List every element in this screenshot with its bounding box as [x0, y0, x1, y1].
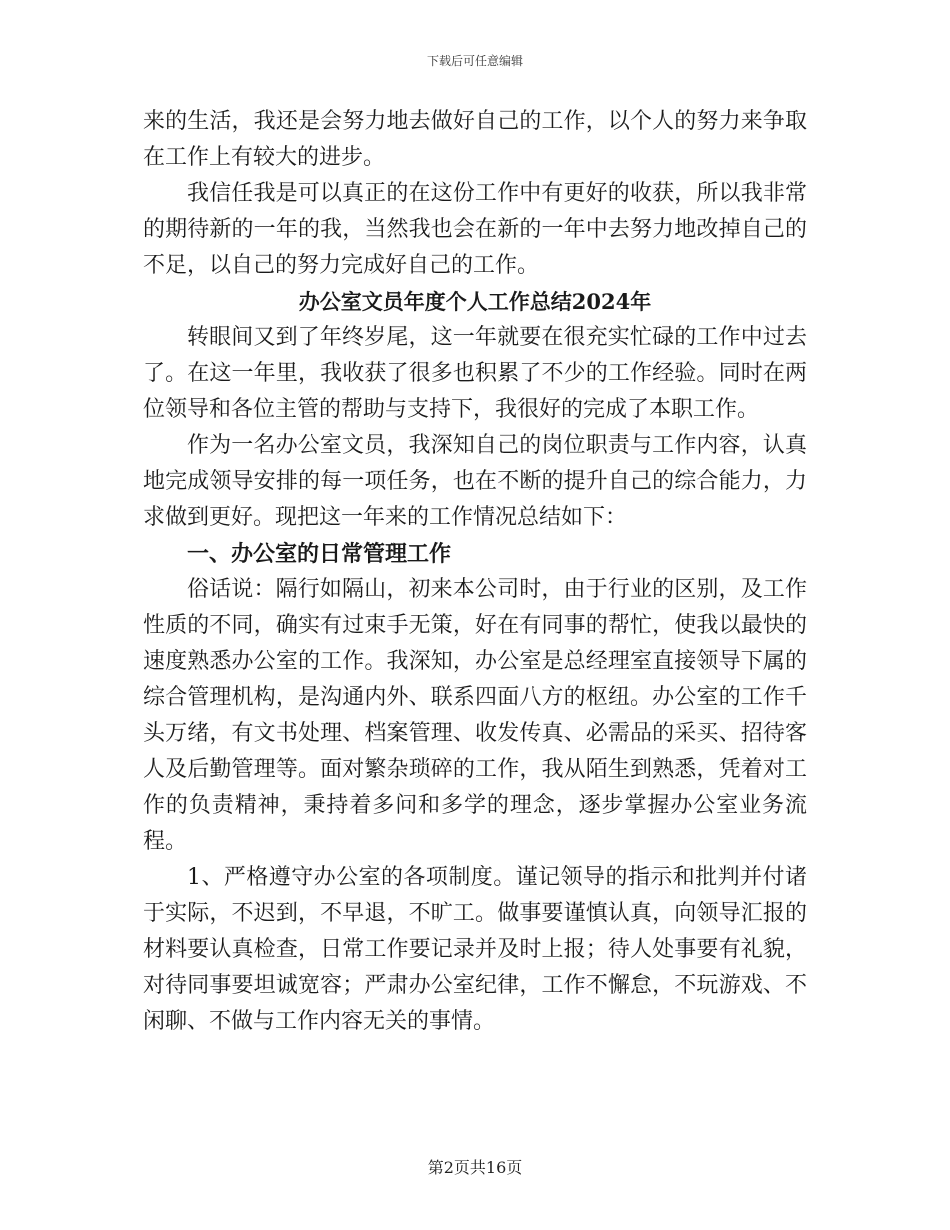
- paragraph: 转眼间又到了年终岁尾，这一年就要在很充实忙碌的工作中过去了。在这一年里，我收获了很多也积累了不少的工作经验。同时在两位领导和各位主管的帮助与支持下，我很好的完成了本职工作。: [143, 325, 807, 422]
- page-header-note: 下载后可任意编辑: [426, 54, 523, 68]
- paragraph: 俗话说：隔行如隔山，初来本公司时，由于行业的区别，及工作性质的不同，确实有过束手无策，好在有同事的帮忙，使我以最快的速度熟悉办公室的工作。我深知，办公室是总经理室直接领导下属的综合管理机构，是沟通内外、联系四面八方的枢纽。办公室的工作千头万绪，有文书处理、档案管理、收发传真、必需品的采买、招待客人及后勤管理等。面对繁杂琐碎的工作，我从陌生到熟悉，凭着对工作的负责精神，秉持着多问和多学的理念，逐步掌握办公室业务流程。: [143, 577, 807, 854]
- paragraph-continuation: 来的生活，我还是会努力地去做好自己的工作，以个人的努力来争取在工作上有较大的进步。: [143, 109, 807, 170]
- document-title: 办公室文员年度个人工作总结2024年: [298, 289, 652, 314]
- section-heading: 一、办公室的日常管理工作: [187, 541, 452, 567]
- paragraph: 我信任我是可以真正的在这份工作中有更好的收获，所以我非常的期待新的一年的我，当然我也会在新的一年中去努力地改掉自己的不足，以自己的努力完成好自己的工作。: [143, 181, 807, 278]
- page-footer: 第2页共16页: [427, 1158, 523, 1177]
- document-body: [143, 104, 807, 1040]
- paragraph: 1、严格遵守办公室的各项制度。谨记领导的指示和批判并付诸于实际，不迟到，不早退，不旷工。做事要谨慎认真，向领导汇报的材料要认真检查，日常工作要记录并及时上报；待人处事要有礼貌，对待同事要坦诚宽容；严肃办公室纪律，工作不懈怠，不玩游戏、不闲聊、不做与工作内容无关的事情。: [143, 865, 807, 1034]
- paragraph: 作为一名办公室文员，我深知自己的岗位职责与工作内容，认真地完成领导安排的每一项任务，也在不断的提升自己的综合能力，力求做到更好。现把这一年来的工作情况总结如下：: [143, 433, 807, 530]
